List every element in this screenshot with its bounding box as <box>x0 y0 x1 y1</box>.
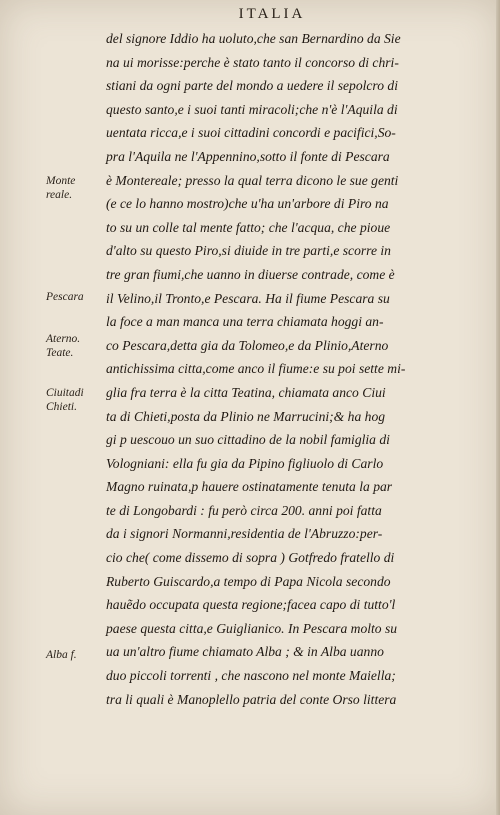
text-line: Ruberto Guiscardo,a tempo di Papa Nicola secondo <box>106 573 391 589</box>
text-line: gi p uescouo un suo cittadino de la nobil famiglia di <box>106 432 390 448</box>
text-line: pra l'Aquila ne l'Appennino,sotto il fonte di Pescara <box>106 148 390 164</box>
text-line: co Pescara,detta gia da Tolomeo,e da Plinio,Aterno <box>106 337 389 353</box>
text-line: te di Longobardi : fu però circa 200. anni poi fatta <box>106 502 382 518</box>
page-title: ITALIA <box>238 6 306 22</box>
text-line: cio che( come dissemo di sopra ) Gotfredo fratello di <box>106 550 395 566</box>
text-line: d'alto su questo Piro,si diuide in tre parti,e scorre in <box>106 243 391 259</box>
page-edge <box>496 0 500 815</box>
text-line: tre gran fiumi,che uanno in diuerse contrade, come è <box>106 266 395 282</box>
text-line: Vologniani: ella fu gia da Pipino figliuolo di Carlo <box>106 455 384 471</box>
text-line: hauẽdo occupata questa regione;facea capo di tutto'l <box>106 597 396 613</box>
text-line: questo santo,e i suoi tanti miracoli;che n'è l'Aquila di <box>106 101 398 117</box>
margin-note-pescara: Pescara <box>46 291 84 303</box>
text-line: è Montereale; presso la qual terra dicono le sue genti <box>106 172 399 188</box>
text-line: Magno ruinata,p hauere ostinatamente tenuta la par <box>106 479 393 495</box>
text-line: ta di Chieti,posta da Plinio ne Marrucini;& ha hog <box>106 408 386 424</box>
margin-note-aterno-teate: Aterno. Teate. <box>46 333 81 359</box>
text-line: na ui morisse:perche è stato tanto il concorso di chri- <box>106 54 399 70</box>
text-line: del signore Iddio ha uoluto,che san Bernardino da Sie <box>106 31 401 46</box>
margin-note-ciuita-chieti: Ciuitadi Chieti. <box>46 387 84 413</box>
text-line: stiani da ogni parte del mondo a uedere il sepolcro di <box>106 78 398 94</box>
text-line: antichissima citta,come anco il fiume:e su poi sette mi- <box>106 361 406 377</box>
text-line: tra li quali è Manoplello patria del conte Orso littera <box>106 691 397 707</box>
margin-note-alba: Alba f. <box>46 649 77 661</box>
text-line: (e ce lo hanno mostro)che u'ha un'arbore di Piro na <box>106 196 389 212</box>
text-line: ua un'altro fiume chiamato Alba ; & in Alba uanno <box>106 644 384 660</box>
text-line: glia fra terra è la citta Teatina, chiamata anco Ciui <box>106 384 386 400</box>
text-line: uentata ricca,e i suoi cittadini concordi e pacifici,So- <box>106 125 396 141</box>
running-header <box>0 6 500 23</box>
text-line: la foce a man manca una terra chiamata hoggi an- <box>106 314 384 330</box>
margin-note-monte-reale: Monte reale. <box>46 175 76 201</box>
body-text <box>106 27 456 711</box>
text-line: paese questa citta,e Guiglianico. In Pescara molto su <box>106 620 398 636</box>
text-line: il Velino,il Tronto,e Pescara. Ha il fiume Pescara su <box>106 290 390 306</box>
text-line: da i signori Normanni,residentia de l'Abruzzo:per- <box>106 526 383 542</box>
text-line: duo piccoli torrenti , che nascono nel monte Maiella; <box>106 668 396 684</box>
text-line: to su un colle tal mente fatto; che l'acqua, che pioue <box>106 219 391 235</box>
